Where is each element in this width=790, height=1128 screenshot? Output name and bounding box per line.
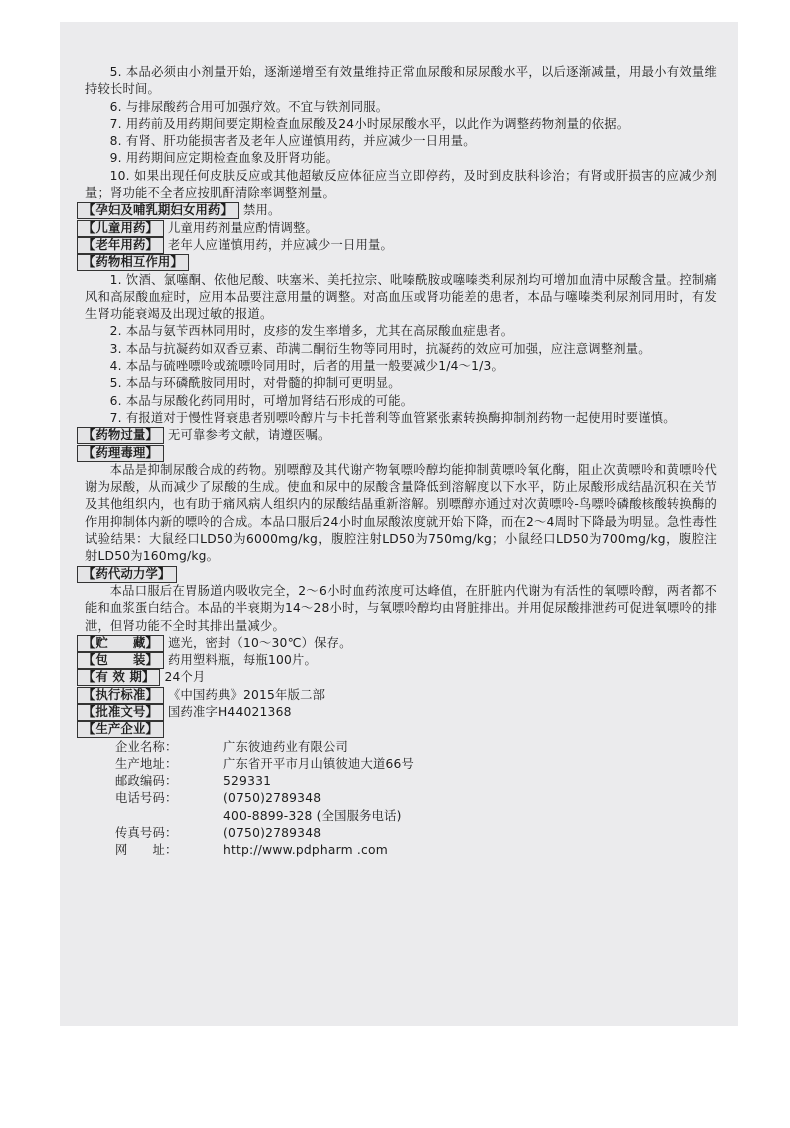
usage-item-7: 7. 用药前及用药期间要定期检查血尿酸及24小时尿尿酸水平，以此作为调整药物剂量的依据。 xyxy=(109,116,630,131)
elderly-text: 老年人应谨慎用药，并应减少一日用量。 xyxy=(168,237,393,252)
service-phone-value: 400-8899-328 (全国服务电话) xyxy=(223,808,402,823)
postcode-value: 529331 xyxy=(223,774,272,789)
address-row xyxy=(115,756,717,773)
section-pharmacology xyxy=(77,445,717,462)
postcode-label: 邮政编码： xyxy=(115,774,178,789)
section-heading-manufacturer: 【 生产企业 】 xyxy=(77,721,164,738)
interaction-item-6: 6. 本品与尿酸化药同用时，可增加肾结石形成的可能。 xyxy=(109,393,414,408)
storage-text: 遮光，密封（10～30℃）保存。 xyxy=(168,635,352,650)
usage-item-10: 10. 如果出现任何皮肤反应或其他超敏反应体征应当立即停药，及时到皮肤科诊治；有肾或肝损害的应减少剂量；肾功能不全者应按肌酐清除率调整剂量。 xyxy=(85,168,717,201)
usage-item-5: 5. 本品必须由小剂量开始，逐渐递增至有效量维持正常血尿酸和尿尿酸水平，以后逐渐减量，用最小有效量维持较长时间。 xyxy=(85,65,717,97)
usage-item-6: 6. 与排尿酸药合用可加强疗效。不宜与铁剂同服。 xyxy=(109,99,389,114)
section-heading-validity: 【 有 效 期 】 xyxy=(77,669,160,686)
section-heading-children: 【 儿童用药 】 xyxy=(77,220,164,237)
website-row xyxy=(115,842,717,859)
section-pharmacokinetics xyxy=(77,566,717,583)
address-value: 广东省开平市月山镇彼迪大道66号 xyxy=(223,756,415,771)
section-storage xyxy=(77,635,717,652)
section-heading-package: 【 包 装 】 xyxy=(77,652,164,669)
interaction-item-2: 2. 本品与氨苄西林同用时，皮疹的发生率增多，尤其在高尿酸血症患者。 xyxy=(109,324,514,339)
website-label: 网 址： xyxy=(115,843,178,858)
phone-row xyxy=(115,790,717,807)
section-overdose xyxy=(77,427,717,444)
usage-item-9: 9. 用药期间应定期检查血象及肝肾功能。 xyxy=(109,151,339,166)
interaction-item-1: 1. 饮酒、氯噻酮、依他尼酸、呋塞米、美托拉宗、吡嗪酰胺或噻嗪类利尿剂均可增加血清中尿酸含量。控制痛风和高尿酸血症时，应用本品要注意用量的调整。对高血压或肾功能差的患者，本品与噻嗪类利尿剂同用时，有发生肾功能衰竭及出现过敏的报道。 xyxy=(85,272,717,322)
section-heading-pharmacology: 【 药理毒理 】 xyxy=(77,445,164,462)
section-heading-approval: 【 批准文号 】 xyxy=(77,704,164,721)
company-name-value: 广东彼迪药业有限公司 xyxy=(223,739,348,754)
fax-value: (0750)2789348 xyxy=(223,826,322,841)
standard-text: 《中国药典》2015年版二部 xyxy=(168,687,326,702)
pharmacokinetics-text: 本品口服后在胃肠道内吸收完全，2～6小时血药浓度可达峰值，在肝脏内代谢为有活性的氧嘌呤醇，两者都不能和血浆蛋白结合。本品的半衰期为14～28小时，与氧嘌呤醇均由肾脏排出。并用促尿酸排泄药可促进氧嘌呤的排泄，但肾功能不全时其排出量减少。 xyxy=(85,583,717,633)
approval-text: 国药准字H44021368 xyxy=(168,704,292,719)
section-heading-interactions: 【 药物相互作用 】 xyxy=(77,254,189,271)
section-heading-storage: 【 贮 藏 】 xyxy=(77,635,164,652)
postcode-row xyxy=(115,773,717,790)
section-heading-overdose: 【 药物过量 】 xyxy=(77,427,164,444)
service-phone-row xyxy=(115,808,717,825)
section-heading-pregnancy: 【 孕妇及哺乳期妇女用药 】 xyxy=(77,202,239,219)
pharmacology-text: 本品是抑制尿酸合成的药物。别嘌醇及其代谢产物氧嘌呤醇均能抑制黄嘌呤氧化酶，阻止次黄嘌呤和黄嘌呤代谢为尿酸，从而减少了尿酸的生成。使血和尿中的尿酸含量降低到溶解度以下水平，防止尿酸形成结晶沉积在关节及其他组织内，也有助于痛风病人组织内的尿酸结晶重新溶解。别嘌醇亦通过对次黄嘌呤-鸟嘌呤磷酸核酸转换酶的作用抑制体内新的嘌呤的合成。本品口服后24小时血尿酸浓度就开始下降，而在2～4周时下降最为明显。急性毒性试验结果：大鼠经口LD50为6000mg/kg，腹腔注射LD50为750mg/kg；小鼠经口LD50为700mg/kg，腹腔注射LD50为160mg/kg。 xyxy=(85,462,717,564)
section-elderly xyxy=(77,237,717,254)
section-package xyxy=(77,652,717,669)
section-manufacturer xyxy=(77,721,717,738)
company-name-label: 企业名称： xyxy=(115,739,178,754)
address-label: 生产地址： xyxy=(115,756,178,771)
section-heading-elderly: 【 老年用药 】 xyxy=(77,237,164,254)
pregnancy-text: 禁用。 xyxy=(242,203,281,218)
section-children xyxy=(77,220,717,237)
section-heading-pharmacokinetics: 【 药代动力学 】 xyxy=(77,566,177,583)
package-text: 药用塑料瓶，每瓶100片。 xyxy=(168,653,318,668)
fax-row xyxy=(115,825,717,842)
interaction-item-5: 5. 本品与环磷酰胺同用时，对骨髓的抑制可更明显。 xyxy=(109,376,401,391)
section-heading-standard: 【 执行标准 】 xyxy=(77,687,164,704)
children-text: 儿童用药剂量应酌情调整。 xyxy=(168,220,318,235)
section-approval xyxy=(77,704,717,721)
section-standard xyxy=(77,687,717,704)
leaflet-page xyxy=(60,22,738,1026)
phone-value: (0750)2789348 xyxy=(223,791,322,806)
section-validity xyxy=(77,669,717,686)
phone-label: 电话号码： xyxy=(115,791,178,806)
overdose-text: 无可靠参考文献，请遵医嘱。 xyxy=(168,428,331,443)
usage-item-8: 8. 有肾、肝功能损害者及老年人应谨慎用药，并应减少一日用量。 xyxy=(109,134,476,149)
interaction-item-3: 3. 本品与抗凝药如双香豆素、茚满二酮衍生物等同用时，抗凝药的效应可加强，应注意调整剂量。 xyxy=(109,341,651,356)
fax-label: 传真号码： xyxy=(115,826,178,841)
leaflet-content xyxy=(85,64,717,860)
validity-text: 24个月 xyxy=(164,670,206,685)
interaction-item-7: 7. 有报道对于慢性肾衰患者别嘌呤醇片与卡托普利等血管紧张素转换酶抑制剂药物一起使用时要谨慎。 xyxy=(109,410,676,425)
website-value: http://www.pdpharm .com xyxy=(223,843,388,858)
section-pregnancy xyxy=(77,202,717,219)
company-name-row xyxy=(115,739,717,756)
interaction-item-4: 4. 本品与硫唑嘌呤或巯嘌呤同用时，后者的用量一般要减少1/4～1/3。 xyxy=(109,359,505,374)
section-interactions xyxy=(77,254,717,271)
manufacturer-details xyxy=(85,739,717,860)
